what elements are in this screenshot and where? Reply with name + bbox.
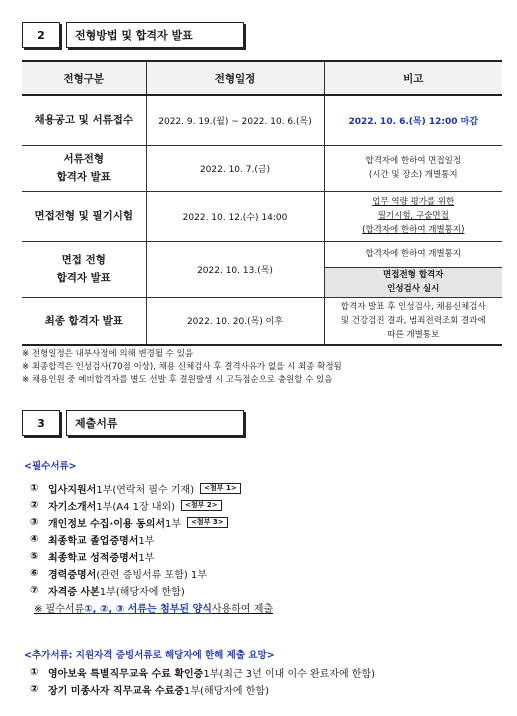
table-row xyxy=(22,145,502,191)
required-docs-note: ※ 필수서류 ①, ②, ③ 서류는 첨부된 양식 사용하여 제출 xyxy=(34,604,274,615)
table-row xyxy=(22,191,502,241)
row-category: 면접 전형 합격자 발표 xyxy=(22,241,146,297)
section-title: 제출서류 xyxy=(66,410,244,436)
row-date: 2022. 10. 13.(목) xyxy=(146,241,324,297)
row-date: 2022. 10. 12.(수) 14:00 xyxy=(146,191,324,241)
row-note: 합격자 발표 후 인성검사, 채용신체검사 및 건강검진 결과, 범죄전력조회 결과에 따른 개별통보 xyxy=(324,297,502,345)
row-category: 채용공고 및 서류접수 xyxy=(22,95,146,145)
schedule-table xyxy=(22,60,502,346)
row-note: 업무 역량 평가를 위한 필기시험, 구술면접 (합격자에 한하여 개별통지) xyxy=(324,191,502,241)
additional-docs-label: <추가서류: 지원자격 증빙서류로 해당자에 한해 제출 요망> xyxy=(24,650,275,661)
required-docs-list xyxy=(30,480,273,616)
footnote: ※ 전형일정은 내부사정에 의해 변경될 수 있음 xyxy=(22,349,194,359)
section-number: 2 xyxy=(22,22,60,48)
list-item: ⑦ 자격증 사본 1부(해당자에 한함) xyxy=(30,585,185,598)
row-category: 최종 합격자 발표 xyxy=(22,297,146,345)
section-title: 전형방법 및 합격자 발표 xyxy=(66,22,244,48)
schedule-footnotes xyxy=(22,348,342,387)
section-number: 3 xyxy=(22,410,60,436)
list-item: ⑥ 경력증명서 (관련 증빙서류 포함) 1부 xyxy=(30,568,207,581)
section-2-header xyxy=(22,22,244,48)
list-item: ① 입사지원서 1부(연락처 필수 기재) <첨부 1> xyxy=(30,480,273,497)
table-row xyxy=(22,297,502,345)
row-note-secondary: 면접전형 합격자 인성검사 실시 xyxy=(324,267,502,297)
section-3-header xyxy=(22,410,244,436)
list-item: ② 자기소개서 1부(A4 1장 내외) <첨부 2> xyxy=(30,497,273,514)
header-schedule: 전형일정 xyxy=(146,61,324,95)
footnote: ※ 채용인원 중 예비합격자를 별도 선발 후 결원발생 시 고득점순으로 충원할 수 있음 xyxy=(22,375,333,385)
header-category: 전형구분 xyxy=(22,61,146,95)
row-note: 합격자에 한하여 면접일정 (시간 및 장소) 개별통지 xyxy=(324,145,502,191)
attachment-tag: <첨부 2> xyxy=(181,500,222,511)
row-date: 2022. 10. 20.(목) 이후 xyxy=(146,297,324,345)
table-row xyxy=(22,95,502,145)
row-category: 면접전형 및 필기시험 xyxy=(22,191,146,241)
header-note: 비고 xyxy=(324,61,502,95)
row-note: 합격자에 한하여 개별통지 xyxy=(324,241,502,267)
list-item: ② 장기 미종사자 직무교육 수료증 1부(해당자에 한함) xyxy=(30,684,269,697)
table-header-row xyxy=(22,61,502,95)
additional-docs-list xyxy=(30,664,375,698)
row-note: 2022. 10. 6.(목) 12:00 마감 xyxy=(324,95,502,145)
table-row xyxy=(22,241,502,267)
list-item: ① 영아보육 특별직무교육 수료 확인증 1부(최근 3년 이내 이수 완료자에 한함) xyxy=(30,667,376,680)
attachment-tag: <첨부 3> xyxy=(187,517,228,528)
row-date: 2022. 10. 7.(금) xyxy=(146,145,324,191)
required-docs-label: <필수서류> xyxy=(24,461,77,472)
attachment-tag: <첨부 1> xyxy=(200,483,241,494)
list-item: ④ 최종학교 졸업증명서 1부 xyxy=(30,534,155,547)
row-date: 2022. 9. 19.(월) ~ 2022. 10. 6.(목) xyxy=(146,95,324,145)
list-item: ③ 개인정보 수집·이용 동의서 1부 <첨부 3> xyxy=(30,514,273,531)
list-item: ⑤ 최종학교 성적증명서 1부 xyxy=(30,551,155,564)
row-category: 서류전형 합격자 발표 xyxy=(22,145,146,191)
footnote: ※ 최종합격은 인성검사(70점 이상), 채용 신체검사 후 결격사유가 없을 시 최종 확정됨 xyxy=(22,362,342,372)
